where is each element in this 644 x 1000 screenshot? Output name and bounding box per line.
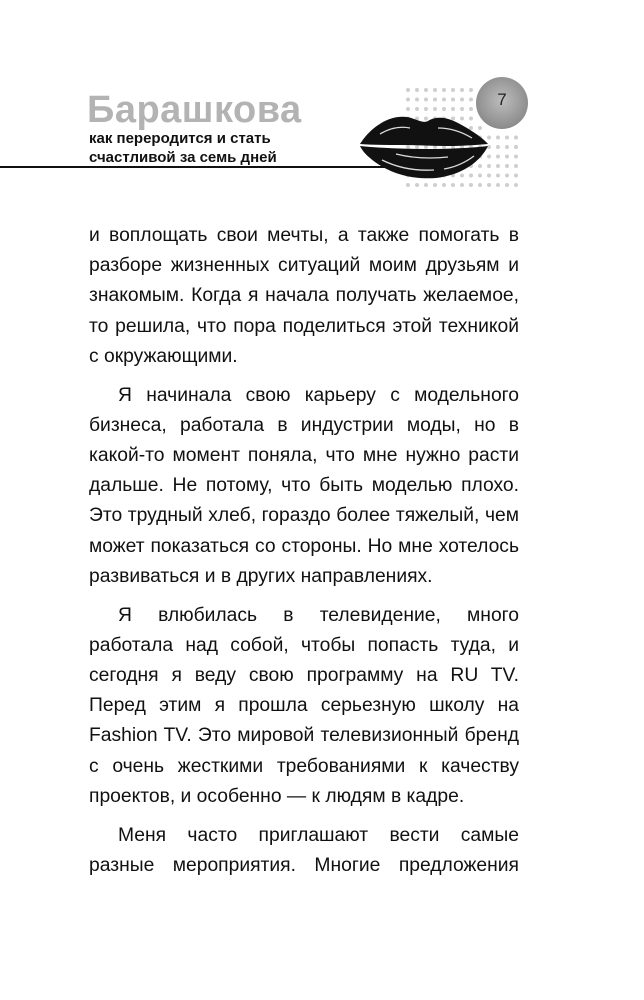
paragraph-3: Я влюбилась в телевидение, много работала над собой, чтобы попасть туда, и сегодня я веду свою программу на RU TV. Перед этим я прошла серьезную школу на Fashion TV. Это мировой телевизионный бренд с очень жесткими требованиями к качеству проектов, и особенно — к людям в кадре. [89, 604, 519, 807]
paragraph-1: и воплощать свои мечты, а также помогать в разборе жизненных ситуаций моим друзьям и знакомым. Когда я начала получать желаемое, то решила, что пора поделиться этой техникой с окружающими. [89, 225, 519, 367]
subtitle-line-2: счастливой за семь дней [89, 149, 277, 166]
author-name: Барашкова [87, 89, 302, 131]
header-rule [0, 166, 388, 168]
running-header [0, 0, 644, 190]
paragraph-2: Я начинала свою карьеру с модельного бизнеса, работала в индустрии моды, но в какой-то момент поняла, что мне нужно расти дальше. Не потому, что быть моделью плохо. Это трудный хлеб, гораздо более тяжелый, чем может показаться со стороны. Но мне хотелось развиваться и в других направлениях. [89, 384, 519, 587]
body-text [89, 221, 519, 881]
lips-dots-decoration [352, 72, 552, 197]
book-subtitle [89, 129, 277, 167]
page-number: 7 [497, 90, 507, 109]
lips-icon [360, 117, 488, 179]
subtitle-line-1: как переродится и стать [89, 130, 271, 147]
paragraph-4: Меня часто приглашают вести самые разные мероприятия. Многие предложения [89, 824, 519, 876]
